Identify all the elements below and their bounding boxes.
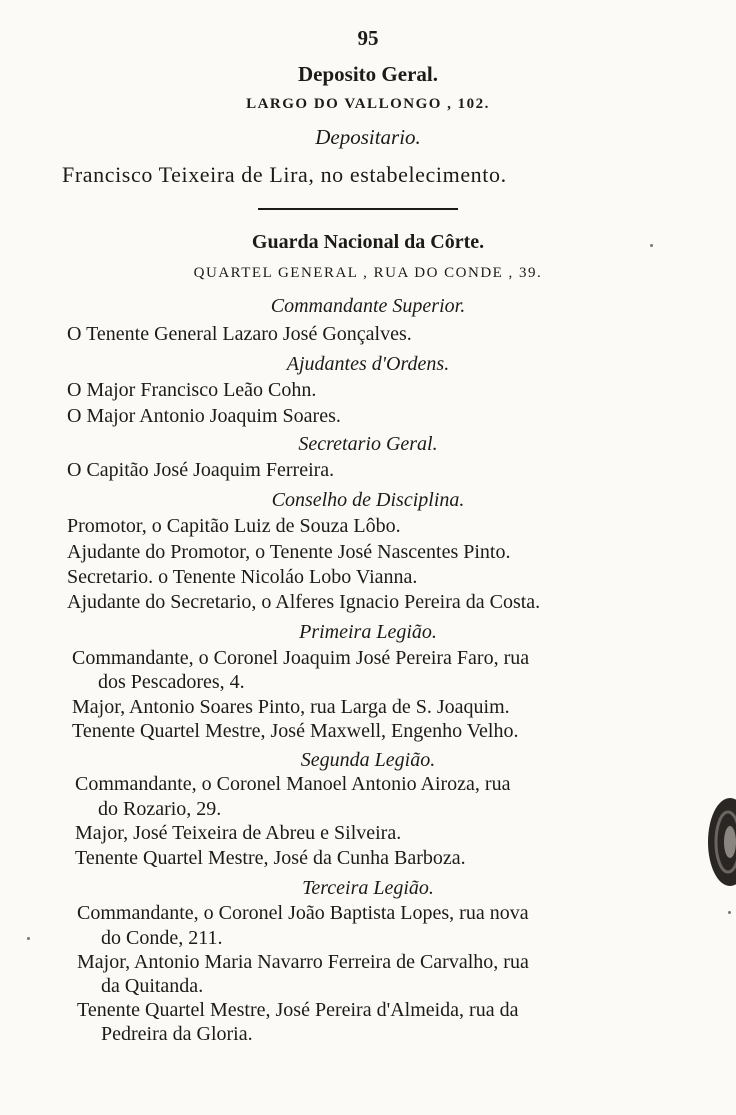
terceira-line: do Conde, 211. bbox=[101, 927, 223, 949]
page-number: 95 bbox=[357, 26, 379, 50]
terceira-line: da Quitanda. bbox=[101, 975, 204, 997]
conselho-heading: Conselho de Disciplina. bbox=[271, 489, 465, 511]
section-divider bbox=[258, 208, 458, 210]
segunda-heading: Segunda Legião. bbox=[300, 749, 436, 771]
primeira-heading: Primeira Legião. bbox=[299, 621, 437, 643]
ajudante-line: O Major Francisco Leão Cohn. bbox=[67, 379, 317, 401]
commandante-heading: Commandante Superior. bbox=[270, 295, 466, 317]
conselho-line: Promotor, o Capitão Luiz de Souza Lôbo. bbox=[67, 515, 401, 537]
conselho-line: Secretario. o Tenente Nicoláo Lobo Vianna. bbox=[67, 566, 418, 588]
deposito-person: Francisco Teixeira de Lira, no estabelecimento. bbox=[62, 162, 507, 187]
edge-ornament-icon bbox=[700, 788, 736, 896]
deposito-title: Deposito Geral. bbox=[298, 62, 438, 86]
ajudantes-heading: Ajudantes d'Ordens. bbox=[286, 353, 450, 375]
segunda-line: Commandante, o Coronel Manoel Antonio Airoza, rua bbox=[75, 773, 511, 795]
segunda-line: Tenente Quartel Mestre, José da Cunha Barboza. bbox=[75, 847, 466, 869]
secretario-heading: Secretario Geral. bbox=[298, 433, 438, 455]
guarda-address: QUARTEL GENERAL , RUA DO CONDE , 39. bbox=[193, 265, 543, 281]
primeira-line: Major, Antonio Soares Pinto, rua Larga de S. Joaquim. bbox=[72, 696, 510, 718]
segunda-line: Major, José Teixeira de Abreu e Silveira. bbox=[75, 822, 402, 844]
secretario-line: O Capitão José Joaquim Ferreira. bbox=[67, 459, 335, 481]
conselho-line: Ajudante do Secretario, o Alferes Ignacio Pereira da Costa. bbox=[67, 591, 541, 613]
segunda-line: do Rozario, 29. bbox=[98, 798, 222, 820]
print-speck bbox=[650, 244, 653, 247]
guarda-title: Guarda Nacional da Côrte. bbox=[251, 231, 485, 253]
terceira-heading: Terceira Legião. bbox=[302, 877, 434, 899]
primeira-line: Tenente Quartel Mestre, José Maxwell, Engenho Velho. bbox=[72, 720, 519, 742]
print-speck bbox=[27, 937, 30, 940]
terceira-line: Major, Antonio Maria Navarro Ferreira de Carvalho, rua bbox=[77, 951, 529, 973]
conselho-line: Ajudante do Promotor, o Tenente José Nascentes Pinto. bbox=[67, 541, 511, 563]
commandante-line: O Tenente General Lazaro José Gonçalves. bbox=[67, 323, 412, 345]
primeira-line: dos Pescadores, 4. bbox=[98, 671, 245, 693]
deposito-role: Depositario. bbox=[315, 125, 421, 149]
ajudante-line: O Major Antonio Joaquim Soares. bbox=[67, 405, 341, 427]
terceira-line: Tenente Quartel Mestre, José Pereira d'Almeida, rua da bbox=[77, 999, 519, 1021]
terceira-line: Pedreira da Gloria. bbox=[101, 1023, 253, 1045]
deposito-address: LARGO DO VALLONGO , 102. bbox=[246, 96, 490, 112]
print-speck bbox=[728, 911, 731, 914]
terceira-line: Commandante, o Coronel João Baptista Lopes, rua nova bbox=[77, 902, 529, 924]
primeira-line: Commandante, o Coronel Joaquim José Pereira Faro, rua bbox=[72, 647, 530, 669]
